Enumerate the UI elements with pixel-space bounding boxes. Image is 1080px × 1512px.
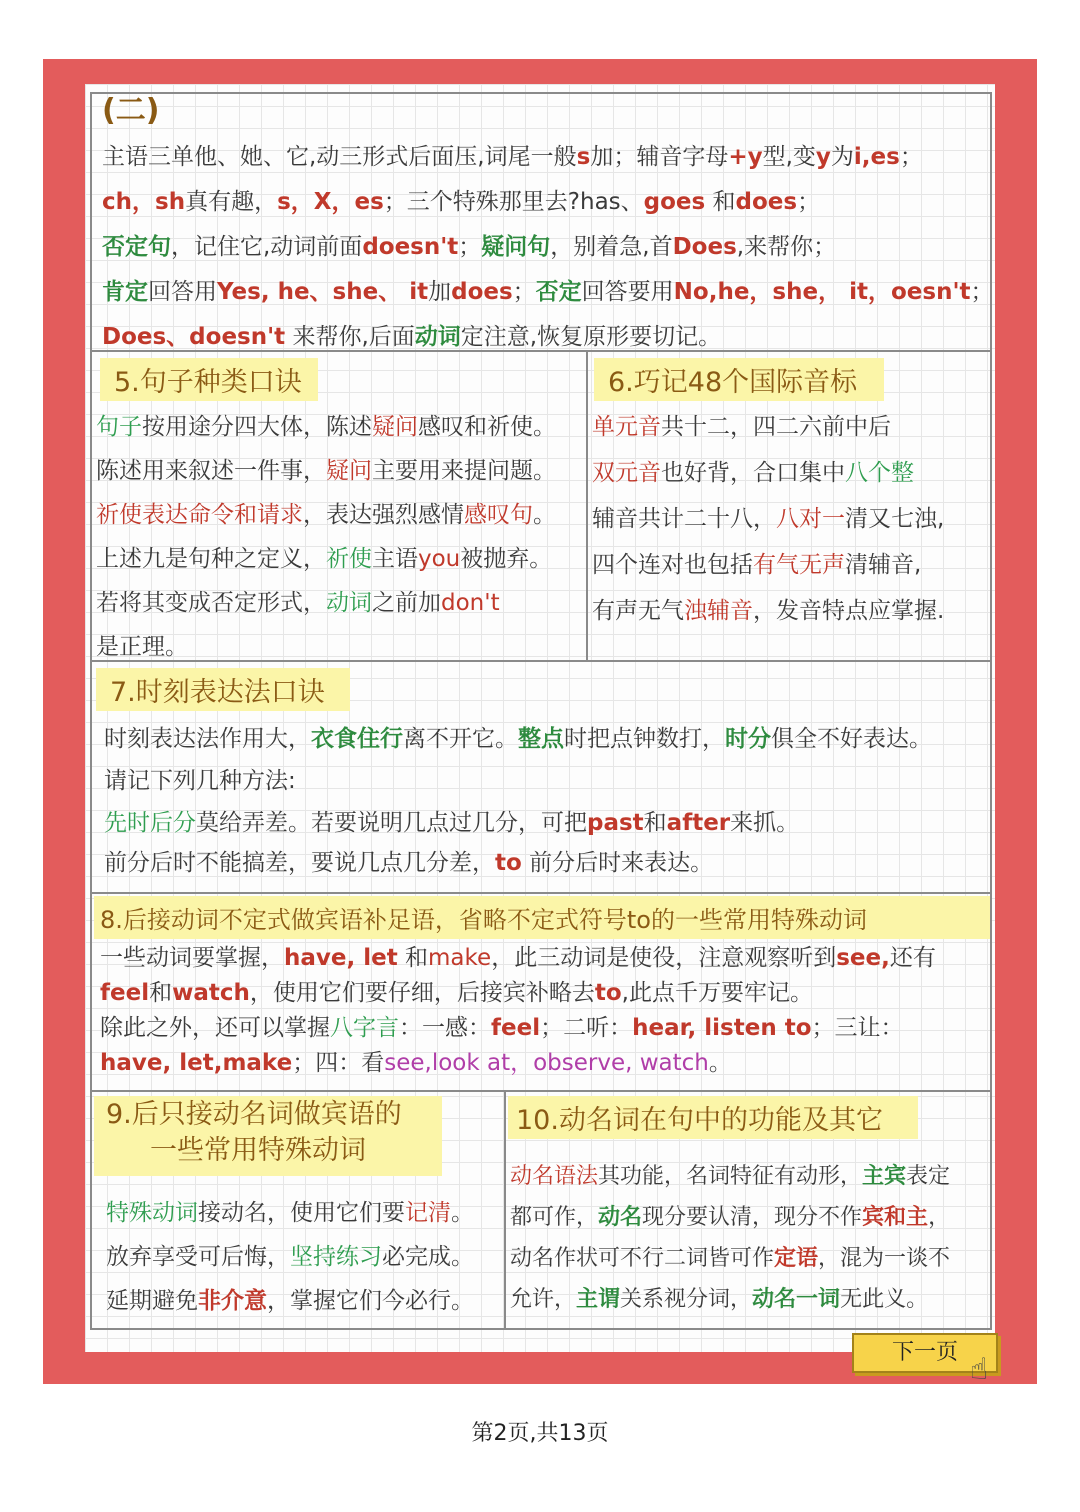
page-footer: 第2页,共13页 — [471, 1421, 609, 1446]
section-7-title: 7.时刻表达法口诀 — [96, 668, 350, 711]
section-6 — [586, 350, 992, 662]
next-page-button[interactable]: 下一页 — [852, 1333, 998, 1373]
section-9-line-3: 延期避免非介意，掌握它们今必行。 — [106, 1288, 474, 1314]
section-7-line-1: 时刻表达法作用大，衣食住行离不开它。整点时把点钟数打，时分俱全不好表达。 — [104, 726, 932, 752]
section-er-line-3: 否定句，记住它,动词前面doesn't；疑问句，别着急,首Does,来帮你； — [102, 234, 837, 260]
section-9-title-line-2: 一些常用特殊动词 — [150, 1135, 366, 1166]
section-8-title: 8.后接动词不定式做宾语补足语，省略不定式符号to的一些常用特殊动词 — [94, 896, 990, 939]
section-9-title-line-1: 9.后只接动名词做宾语的 — [106, 1099, 402, 1130]
section-5-line-2: 陈述用来叙述一件事，疑问主要用来提问题。 — [96, 458, 556, 484]
section-er-title: (二) — [102, 93, 160, 128]
section-10-line-2: 都可作，动名现分要认清，现分不作宾和主， — [510, 1205, 951, 1230]
section-6-line-1: 单元音共十二，四二六前中后 — [592, 414, 891, 440]
section-er-line-1: 主语三单他、她、它,动三形式后面压,词尾一般s加；辅音字母+y型,变y为i,es； — [102, 144, 923, 170]
section-10-title: 10.动名词在句中的功能及其它 — [508, 1096, 918, 1139]
section-er-line-2: ch，sh真有趣，s，X，es；三个特殊那里去?has、goes 和does； — [102, 189, 821, 215]
section-8-line-4: have, let,make；四：看see,look at，observe, watch。 — [100, 1050, 732, 1076]
section-9-line-2: 放弃享受可后悔，坚持练习必完成。 — [106, 1244, 474, 1270]
section-7-line-3: 先时后分莫给弄差。若要说明几点过几分，可把past和after来抓。 — [104, 810, 800, 836]
section-er-line-5: Does、doesn't 来帮你,后面动词定注意,恢复原形要切记。 — [102, 324, 722, 350]
section-8-line-2: feel和watch，使用它们要仔细，后接宾补略去to,此点千万要牢记。 — [100, 980, 813, 1006]
section-9-line-1: 特殊动词接动名，使用它们要记清。 — [106, 1200, 474, 1226]
section-7-line-2: 请记下列几种方法: — [104, 768, 296, 794]
section-6-line-5: 有声无气浊辅音，发音特点应掌握. — [592, 598, 945, 624]
section-6-line-2: 双元音也好背，合口集中八个整 — [592, 460, 914, 486]
section-5-title: 5.句子种类口诀 — [100, 358, 318, 401]
section-10-line-3: 动名作状可不行二词皆可作定语，混为一谈不 — [510, 1246, 951, 1271]
section-7 — [90, 660, 992, 894]
section-10-line-4: 允许，主谓关系视分词，动名一词无此义。 — [510, 1287, 929, 1312]
section-10 — [504, 1090, 992, 1330]
section-5-line-4: 上述九是句种之定义，祈使主语you被抛弃。 — [96, 546, 553, 572]
section-5-line-6: 是正理。 — [96, 634, 188, 660]
section-9 — [90, 1090, 506, 1330]
section-er — [90, 92, 992, 352]
section-5 — [90, 350, 588, 662]
section-5-line-1: 句子按用途分四大体，陈述疑问感叹和祈使。 — [96, 414, 556, 440]
section-er-line-4: 肯定回答用Yes, he、she、 it加does；否定回答要用No,he，she， it，oesn't； — [102, 279, 994, 305]
section-6-line-3: 辅音共计二十八，八对一清又七浊, — [592, 506, 945, 532]
section-5-line-3: 祈使表达命令和请求，表达强烈感情感叹句。 — [96, 502, 556, 528]
section-8-line-1: 一些动词要掌握，have, let 和make，此三动词是使役，注意观察听到see,还有 — [100, 945, 936, 971]
section-7-line-4: 前分后时不能搞差，要说几点几分差，to 前分后时来表达。 — [104, 850, 714, 876]
section-8-line-3: 除此之外，还可以掌握八字言：一感：feel；二听：hear, listen to；三让： — [100, 1015, 904, 1041]
section-6-line-4: 四个连对也包括有气无声清辅音, — [592, 552, 922, 578]
pointer-hand-icon: ☝ — [970, 1352, 989, 1387]
section-8 — [90, 892, 992, 1092]
section-5-line-5: 若将其变成否定形式，动词之前加don't — [96, 590, 500, 616]
section-10-line-1: 动名语法其功能，名词特征有动形，主宾表定 — [510, 1164, 951, 1189]
section-6-title: 6.巧记48个国际音标 — [594, 358, 884, 401]
